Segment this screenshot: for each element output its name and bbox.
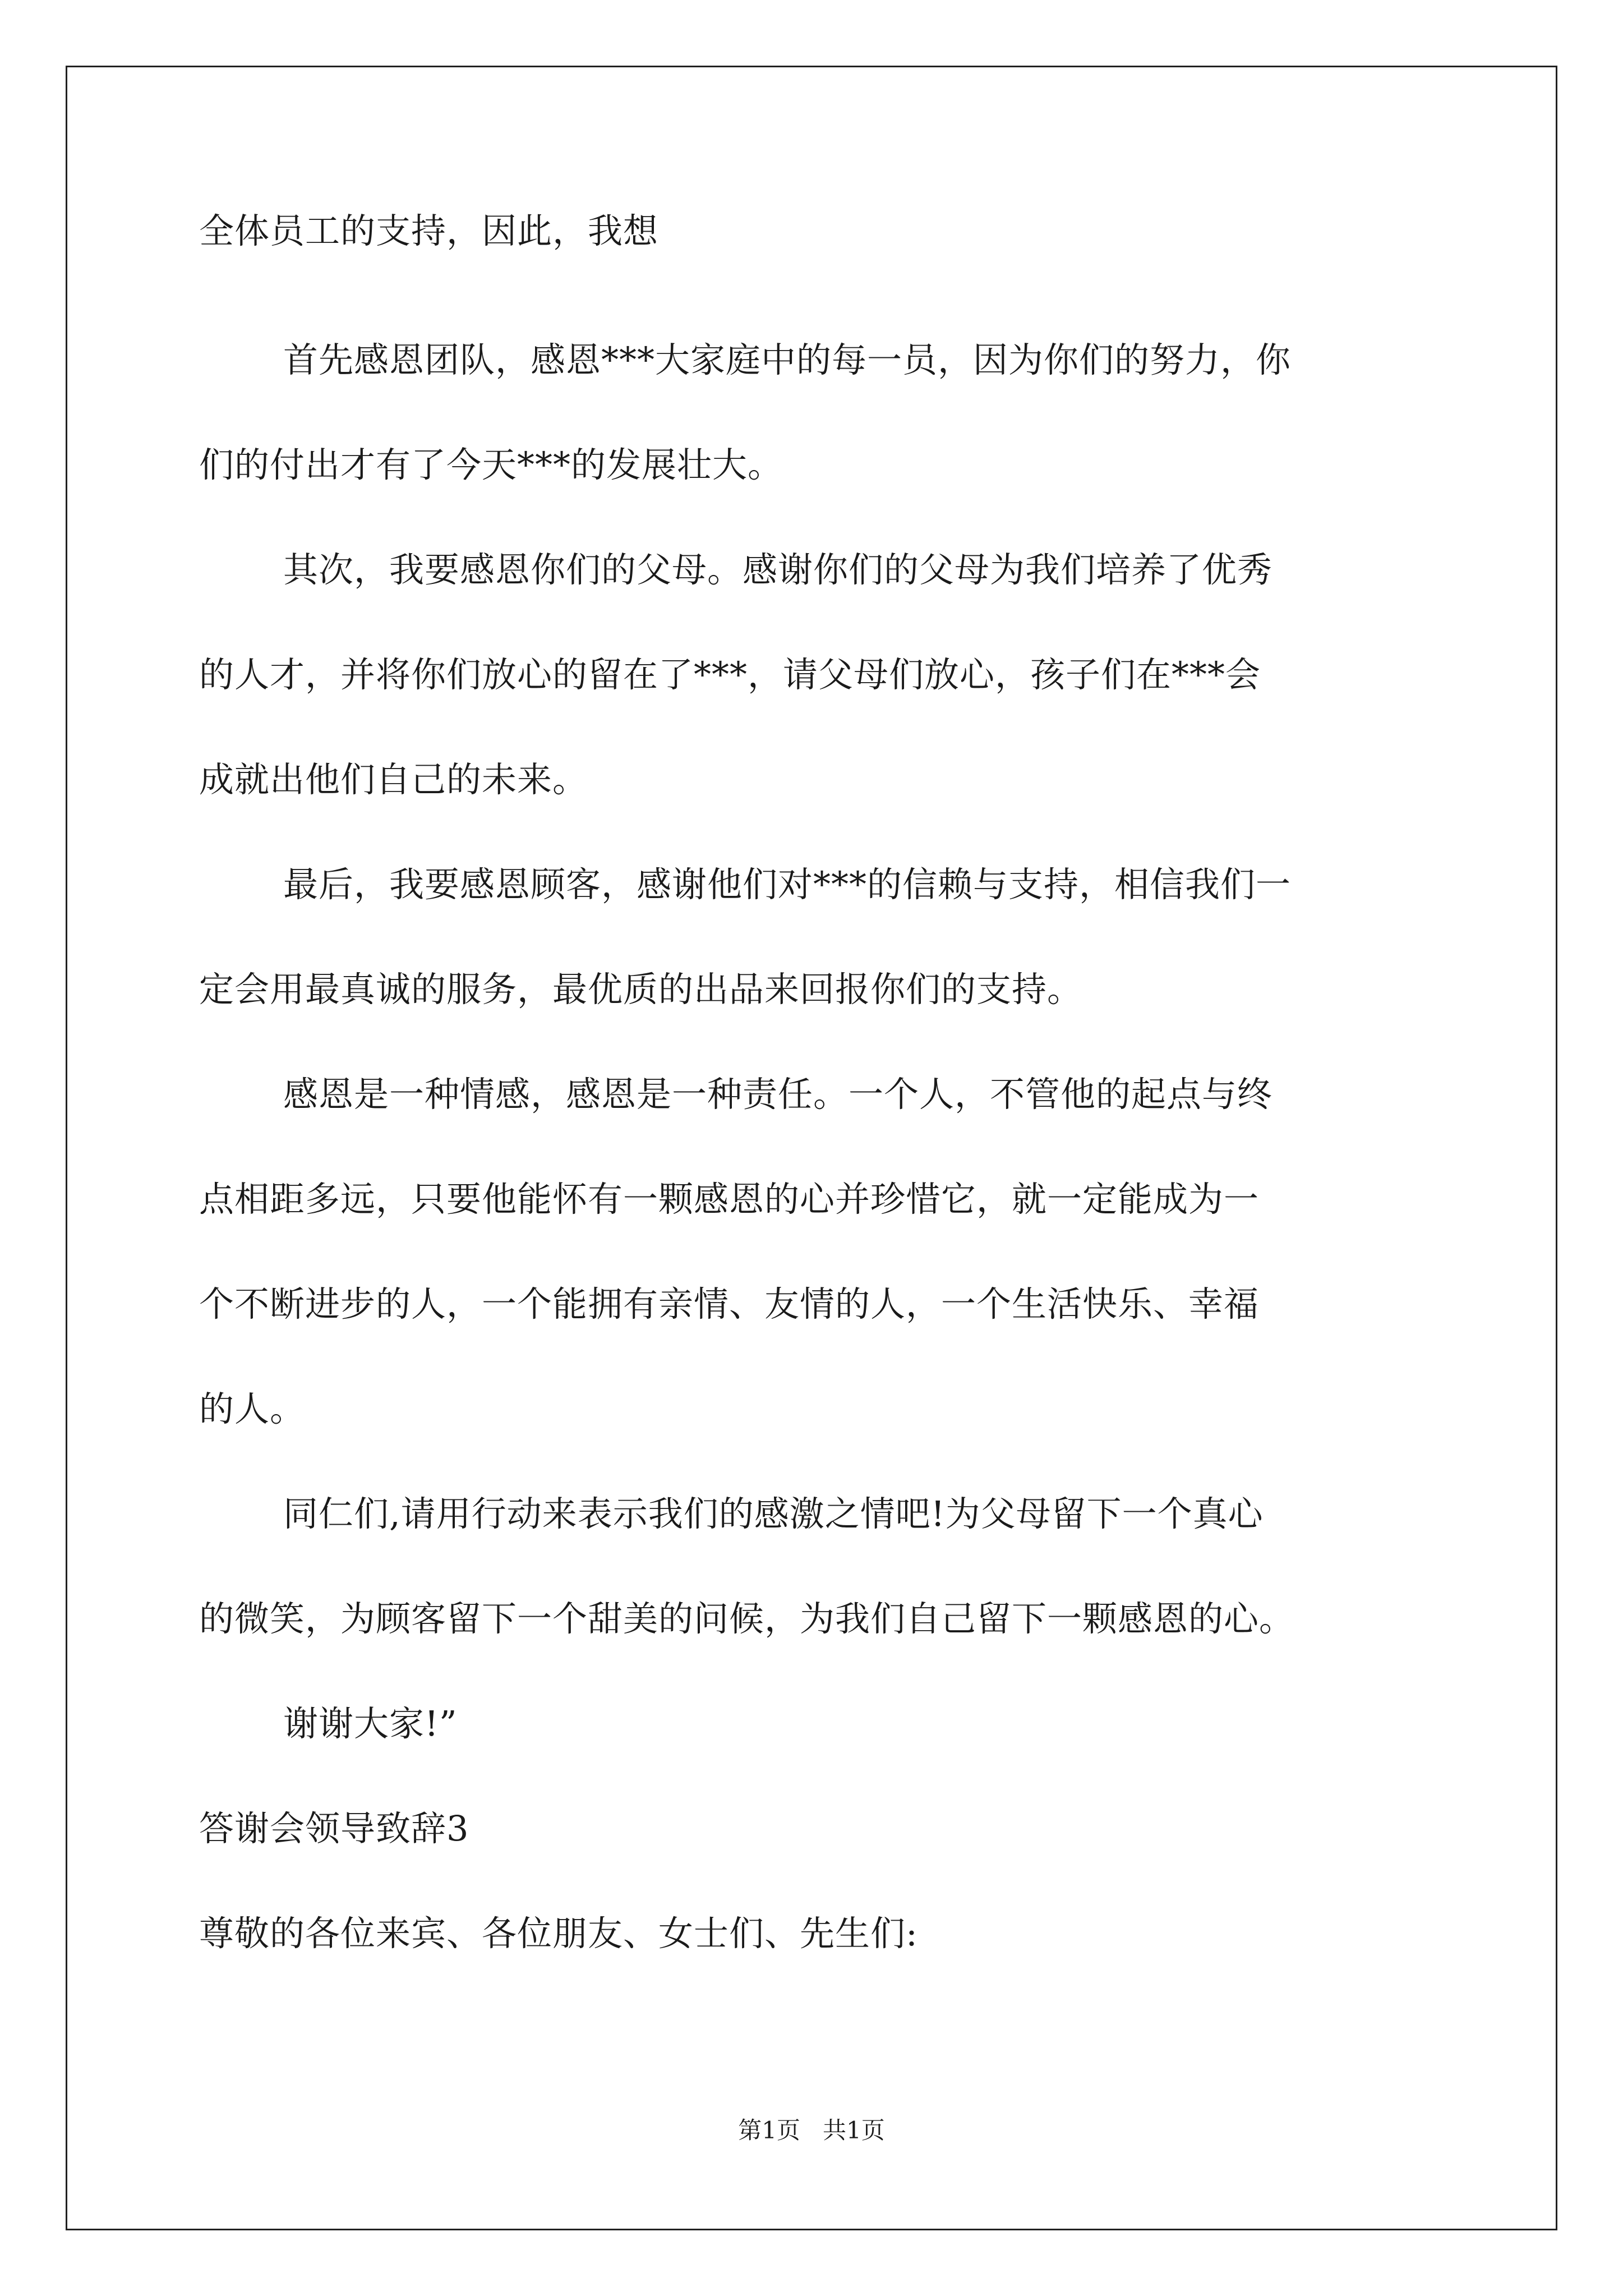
text-line: 的人才，并将你们放心的留在了***，请父母们放心，孩子们在***会 [199, 654, 1261, 695]
closing-line: 谢谢大家!” [283, 1703, 458, 1744]
text-line: 全体员工的支持，因此，我想 [199, 210, 659, 251]
text-line: 定会用最真诚的服务，最优质的出品来回报你们的支持。 [199, 969, 1083, 1010]
paragraph-first-line: 最后，我要感恩顾客，感谢他们对***的信赖与支持，相信我们一 [283, 864, 1292, 905]
text-line: 们的付出才有了今天***的发展壮大。 [199, 444, 783, 485]
text-line: 的微笑，为顾客留下一个甜美的问候，为我们自己留下一颗感恩的心。 [199, 1598, 1295, 1639]
paragraph-first-line: 其次，我要感恩你们的父母。感谢你们的父母为我们培养了优秀 [283, 549, 1273, 590]
salutation-line: 尊敬的各位来宾、各位朋友、女士们、先生们: [199, 1913, 918, 1954]
text-line: 成就出他们自己的未来。 [199, 759, 588, 800]
text-line: 点相距多远，只要他能怀有一颗感恩的心并珍惜它，就一定能成为一 [199, 1179, 1260, 1220]
page-border [66, 66, 1557, 2230]
page-number-footer: 第1页 共1页 [738, 2116, 885, 2144]
paragraph-first-line: 同仁们,请用行动来表示我们的感激之情吧!为父母留下一个真心 [283, 1493, 1264, 1534]
paragraph-first-line: 感恩是一种情感，感恩是一种责任。一个人，不管他的起点与终 [283, 1074, 1273, 1115]
section-heading: 答谢会领导致辞3 [199, 1808, 469, 1849]
paragraph-first-line: 首先感恩团队，感恩***大家庭中的每一员，因为你们的努力，你 [283, 339, 1292, 380]
text-line: 的人。 [199, 1388, 306, 1429]
text-line: 个不断进步的人，一个能拥有亲情、友情的人，一个生活快乐、幸福 [199, 1283, 1260, 1324]
